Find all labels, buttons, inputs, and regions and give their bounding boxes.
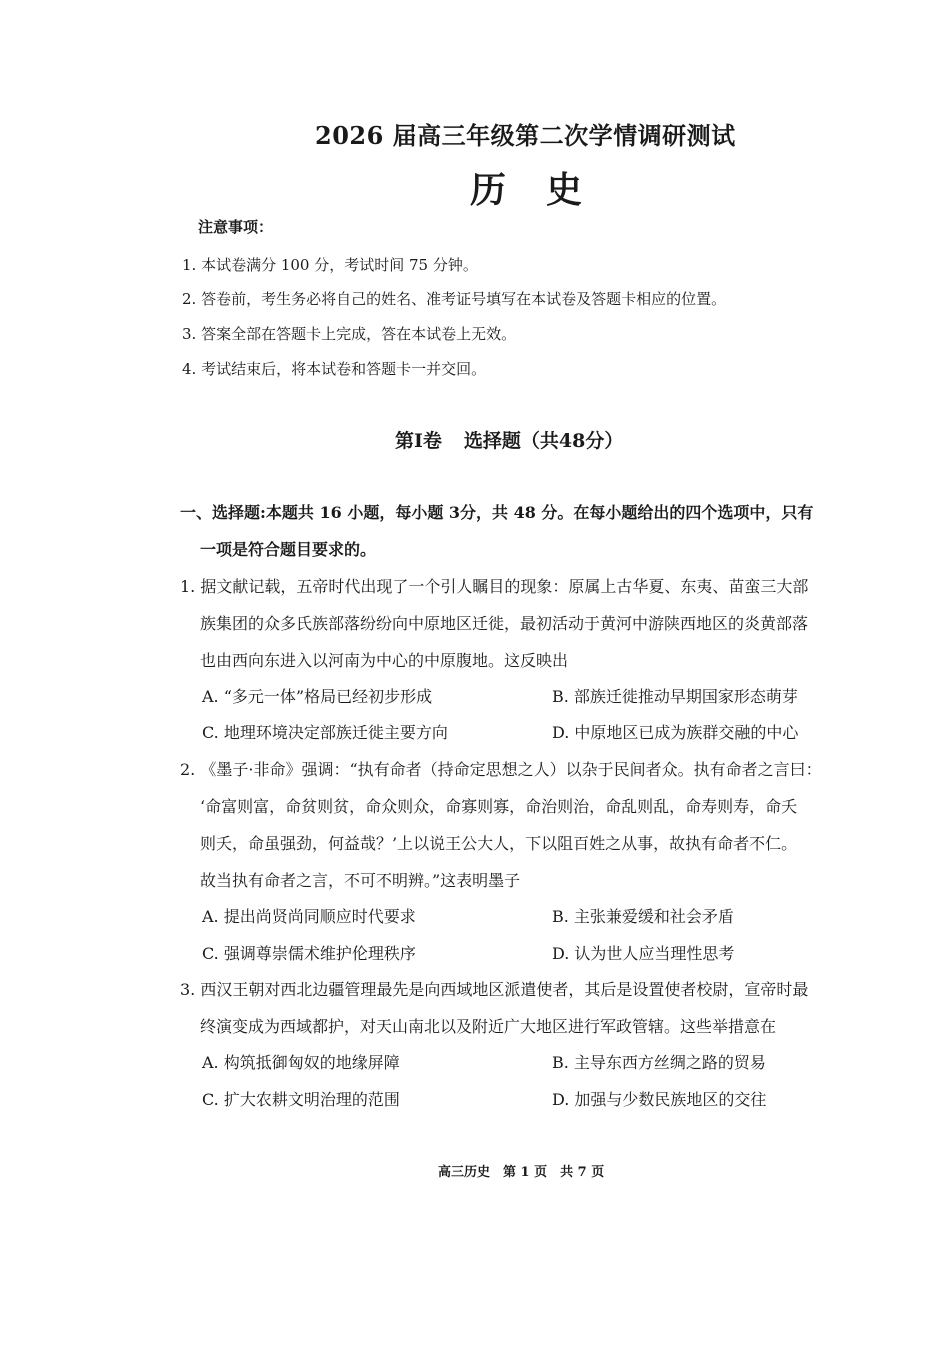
notice-item-2: 2. 答卷前，考生务必将自己的姓名、准考证号填写在本试卷及答题卡相应的位置。 xyxy=(182,290,727,308)
question-3-option-c: C. 扩大农耕文明治理的范围 xyxy=(202,1090,400,1109)
question-3-line-1: 3. 西汉王朝对西北边疆管理最先是向西域地区派遣使者，其后是设置使者校尉，宣帝时最 xyxy=(180,980,809,999)
question-2-option-b: B. 主张兼爱缓和社会矛盾 xyxy=(552,907,734,926)
question-1-option-b: B. 部族迁徙推动早期国家形态萌芽 xyxy=(552,687,798,706)
question-2-line-3: 则夭，命虽强劲，何益哉？’上以说王公大人，下以阻百姓之从事，故执有命者不仁。 xyxy=(200,834,798,853)
question-1-option-a: A. “多元一体”格局已经初步形成 xyxy=(202,687,433,706)
question-1-line-3: 也由西向东进入以河南为中心的中原腹地。这反映出 xyxy=(200,651,569,670)
question-3-option-b: B. 主导东西方丝绸之路的贸易 xyxy=(552,1053,766,1072)
section-name: 选择题（共48分） xyxy=(463,430,624,452)
instruction-line-2: 一项是符合题目要求的。 xyxy=(200,540,377,559)
page-footer: 高三历史 第 1 页 共 7 页 xyxy=(438,1165,605,1180)
notice-item-3: 3. 答案全部在答题卡上完成，答在本试卷上无效。 xyxy=(182,325,517,343)
question-2-line-1: 2. 《墨子·非命》强调：“执有命者（持命定思想之人）以杂于民间者众。执有命者之言曰： xyxy=(180,760,822,779)
subject-title: 历史 xyxy=(470,169,623,211)
question-2-option-c: C. 强调尊崇儒术维护伦理秩序 xyxy=(202,944,416,963)
question-2-line-2: ‘命富则富，命贫则贫，命众则众，命寡则寡，命治则治，命乱则乱，命寿则寿，命夭 xyxy=(200,797,798,816)
question-1-option-c: C. 地理环境决定部族迁徙主要方向 xyxy=(202,723,448,742)
question-2-option-d: D. 认为世人应当理性思考 xyxy=(552,944,735,963)
question-2-option-a: A. 提出尚贤尚同顺应时代要求 xyxy=(202,907,416,926)
section-part: 第Ⅰ卷 xyxy=(395,430,442,452)
section-title xyxy=(395,426,623,453)
notice-heading: 注意事项： xyxy=(198,218,274,236)
notice-item-1: 1. 本试卷满分 100 分，考试时间 75 分钟。 xyxy=(182,256,478,274)
exam-title: 2026 届高三年级第二次学情调研测试 xyxy=(315,121,736,150)
question-2-line-4: 故当执有命者之言，不可不明辨。”这表明墨子 xyxy=(200,871,521,890)
question-3-option-a: A. 构筑抵御匈奴的地缘屏障 xyxy=(202,1053,400,1072)
question-3-line-2: 终演变成为西域都护，对天山南北以及附近广大地区进行军政管辖。这些举措意在 xyxy=(200,1017,777,1036)
question-1-line-2: 族集团的众多氏族部落纷纷向中原地区迁徙，最初活动于黄河中游陕西地区的炎黄部落 xyxy=(200,614,809,633)
instruction-line-1: 一、选择题:本题共 16 小题，每小题 3分，共 48 分。在每小题给出的四个选项中，只有 xyxy=(180,503,814,522)
question-1-option-d: D. 中原地区已成为族群交融的中心 xyxy=(552,723,799,742)
notice-item-4: 4. 考试结束后，将本试卷和答题卡一并交回。 xyxy=(182,360,487,378)
question-3-option-d: D. 加强与少数民族地区的交往 xyxy=(552,1090,767,1109)
question-1-line-1: 1. 据文献记载，五帝时代出现了一个引人瞩目的现象：原属上古华夏、东夷、苗蛮三大部 xyxy=(180,577,809,596)
